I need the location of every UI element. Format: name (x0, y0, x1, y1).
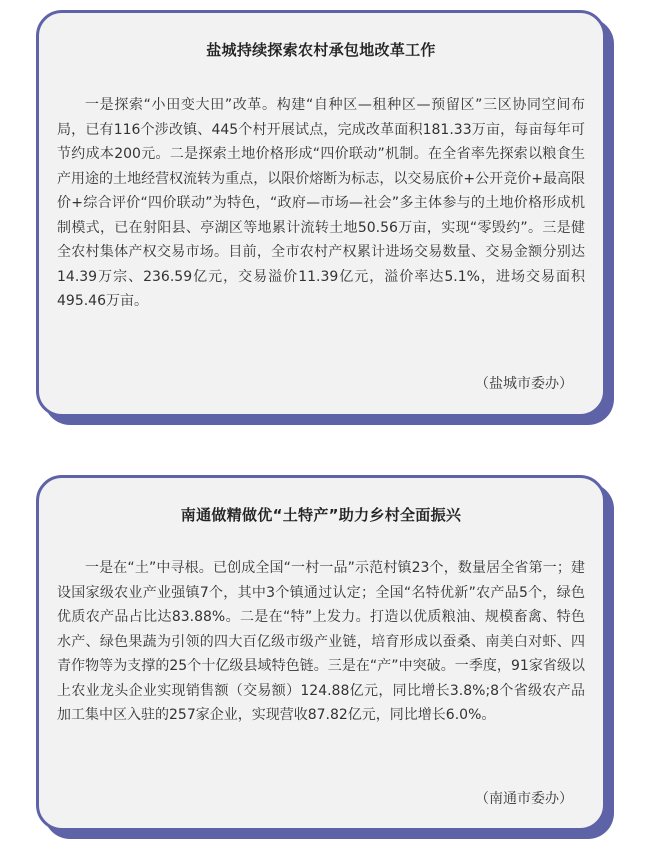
card-body-text: 一是探索“小田变大田”改革。构建“自种区—租种区—预留区”三区协同空间布局，已有116个涉改镇、445个村开展试点，完成改革面积181.33万亩，每亩每年可节约成本200元。二是探索土地价格形成“四价联动”机制。在全省率先探索以粮食生产用途的土地经营权流转为重点，以限价熔断为标志，以交易底价+公开竞价+最高限价+综合评价“四价联动”为特色，“政府—市场—社会”多主体参与的土地价格形成机制模式，已在射阳县、亭湖区等地累计流转土地50.56万亩，实现“零毁约”。三是健全农村集体产权交易市场。目前，全市农村产权累计进场交易数量、交易金额分别达14.39万宗、236.59亿元，交易溢价11.39亿元，溢价率达5.1%，进场交易面积495.46万亩。 (57, 97, 585, 309)
article-card-nantong (36, 475, 606, 831)
card-title: 盐城持续探索农村承包地改革工作 (206, 41, 436, 59)
card-panel (36, 10, 606, 417)
card-title: 南通做精做优“土特产”助力乡村全面振兴 (180, 506, 462, 524)
card-body-text: 一是在“土”中寻根。已创成全国“一村一品”示范村镇23个，数量居全省第一；建设国家级农业产业强镇7个，其中3个镇通过认定；全国“名特优新”农产品5个，绿色优质农产品占比达83.88%。二是在“特”上发力。打造以优质粮油、规模畜禽、特色水产、绿色果蔬为引领的四大百亿级市级产业链，培育形成以蚕桑、南美白对虾、四青作物等为支撑的25个十亿级县域特色链。三是在“产”中突破。一季度，91家省级以上农业龙头企业实现销售额（交易额）124.88亿元，同比增长3.8%;8个省级农产品加工集中区入驻的257家企业，实现营收87.82亿元，同比增长6.0%。 (57, 560, 585, 723)
article-card-yancheng (36, 10, 606, 417)
card-source: （南通市委办） (475, 791, 573, 807)
card-source: （盐城市委办） (475, 376, 573, 392)
card-panel (36, 475, 606, 831)
